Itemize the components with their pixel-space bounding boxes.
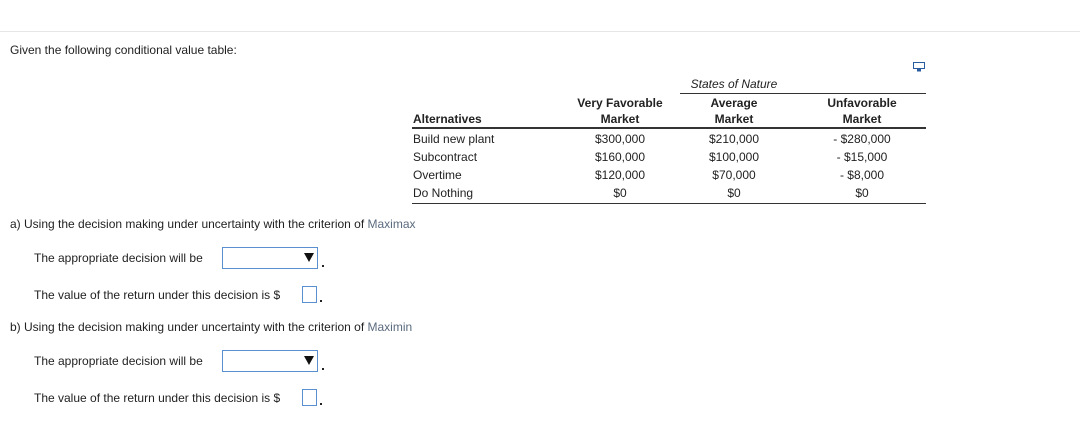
table-cell: $70,000 [712, 168, 756, 182]
part-a-criterion: Maximax [367, 217, 416, 231]
part-a-prompt: a) Using the decision making under uncertainty with the criterion of [10, 217, 368, 231]
intro-text: Given the following conditional value table: [10, 43, 237, 57]
table-cell: $300,000 [594, 132, 646, 146]
part-b-question [10, 320, 412, 334]
conditional-value-table [412, 76, 926, 206]
part-b-decision-dropdown[interactable] [222, 350, 318, 372]
copy-table-icon[interactable] [913, 62, 925, 72]
table-cell: $0 [613, 186, 627, 200]
part-b-prompt: b) Using the decision making under uncertainty with the criterion of [10, 320, 368, 334]
part-a-question [10, 217, 416, 231]
table-cell: - $15,000 [836, 150, 888, 164]
part-a-decision-dropdown[interactable] [222, 247, 318, 269]
top-divider [0, 31, 1080, 32]
alternatives-header: Alternatives [413, 112, 482, 126]
table-cell: $210,000 [708, 132, 760, 146]
col-header-average-2: Market [714, 112, 754, 126]
col-header-unfavorable-1: Unfavorable [827, 96, 897, 110]
row-label-subcontract: Subcontract [413, 150, 478, 164]
period [320, 300, 322, 302]
part-b-return-input[interactable] [302, 389, 317, 406]
col-header-very-favorable-1: Very Favorable [577, 96, 663, 110]
table-cell: $0 [855, 186, 869, 200]
part-a-return-input[interactable] [302, 286, 317, 303]
period [322, 265, 324, 267]
part-b-decision-label: The appropriate decision will be [34, 354, 203, 368]
period [320, 403, 322, 405]
row-label-build-new-plant: Build new plant [413, 132, 495, 146]
dropdown-arrow-icon [304, 356, 314, 365]
row-label-overtime: Overtime [413, 168, 462, 182]
part-a-decision-label: The appropriate decision will be [34, 251, 203, 265]
table-cell: $0 [727, 186, 741, 200]
table-cell: $120,000 [594, 168, 646, 182]
states-of-nature-label: States of Nature [690, 77, 778, 91]
table-cell: - $8,000 [839, 168, 885, 182]
col-header-average-1: Average [710, 96, 758, 110]
dropdown-arrow-icon [304, 253, 314, 262]
period [322, 368, 324, 370]
table-cell: $100,000 [708, 150, 760, 164]
header-rule [412, 127, 926, 129]
col-header-very-favorable-2: Market [600, 112, 640, 126]
table-cell: - $280,000 [833, 132, 891, 146]
part-b-return-label: The value of the return under this decision is $ [34, 391, 281, 405]
col-header-unfavorable-2: Market [842, 112, 882, 126]
row-label-do-nothing: Do Nothing [413, 186, 474, 200]
states-rule [680, 93, 926, 94]
table-cell: $160,000 [594, 150, 646, 164]
part-b-criterion: Maximin [367, 320, 413, 334]
table-bottom-rule [412, 203, 926, 204]
part-a-return-label: The value of the return under this decision is $ [34, 288, 281, 302]
